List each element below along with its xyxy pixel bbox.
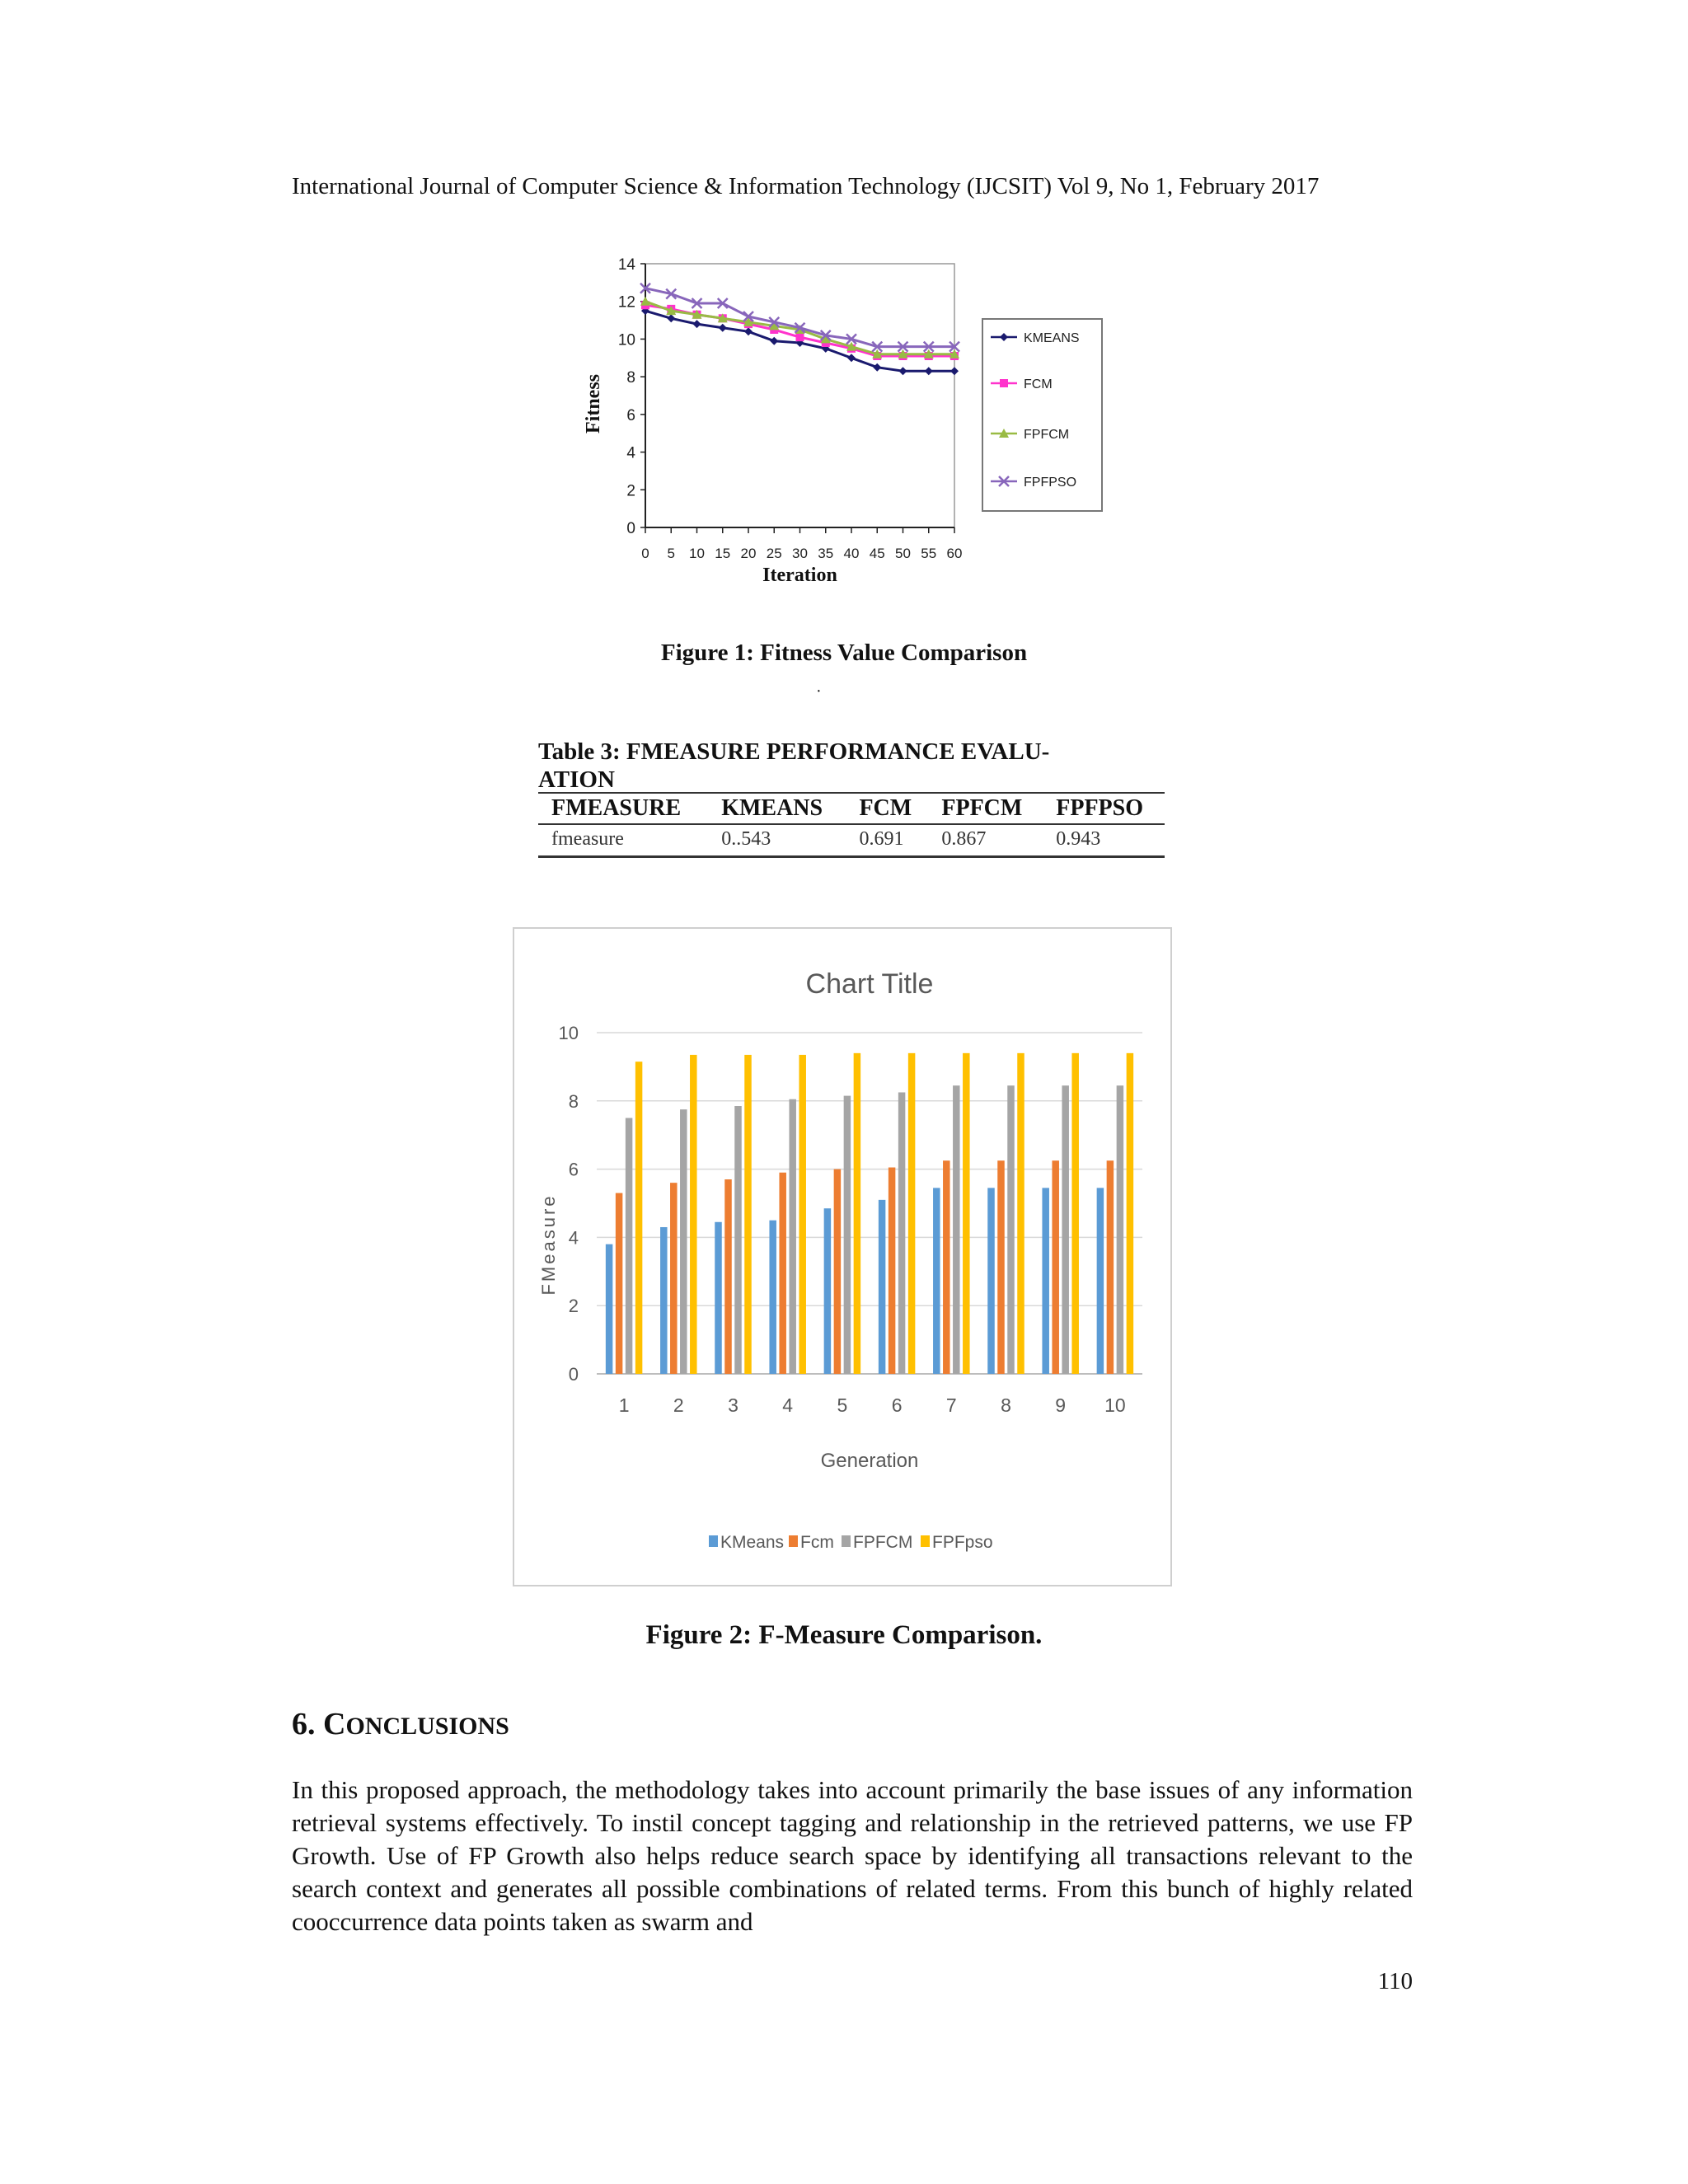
bar-fpfcm	[844, 1096, 851, 1374]
y-tick-label: 4	[626, 444, 635, 462]
x-tick-label: 15	[715, 546, 731, 561]
table-row	[538, 824, 1165, 857]
data-point	[925, 367, 933, 375]
table-cell: 0.943	[1043, 824, 1165, 857]
bar-fpfcm	[953, 1085, 960, 1374]
legend-marker	[1000, 379, 1008, 387]
y-tick-label: 4	[568, 1227, 579, 1249]
legend-item	[789, 1533, 834, 1552]
legend-item	[842, 1533, 912, 1552]
bar-fpfpso	[1017, 1053, 1025, 1374]
data-point	[796, 333, 804, 341]
bar-fcm	[724, 1179, 732, 1374]
bar-fpfpso	[908, 1053, 916, 1374]
data-point	[719, 324, 727, 332]
bar-fpfpso	[1071, 1053, 1079, 1374]
x-tick-label: 45	[869, 546, 885, 561]
y-tick-label: 2	[568, 1296, 579, 1317]
y-axis-label: FMeasure	[538, 1193, 559, 1296]
legend-item	[921, 1533, 993, 1552]
y-tick-label: 6	[568, 1159, 579, 1180]
bar-fpfcm	[1062, 1085, 1069, 1374]
x-tick-label: 40	[843, 546, 860, 561]
legend-label: KMeans	[720, 1533, 785, 1552]
data-point	[693, 320, 701, 328]
section-title: ONCLUSIONS	[345, 1713, 509, 1740]
x-tick-label: 1	[618, 1394, 630, 1416]
data-point	[667, 314, 675, 322]
bar-kmeans	[769, 1221, 776, 1374]
x-tick-label: 4	[782, 1394, 794, 1416]
table-cell: fmeasure	[538, 824, 708, 857]
x-tick-label: 30	[792, 546, 808, 561]
legend-label: Fcm	[800, 1533, 834, 1552]
figure1-caption: Figure 1: Fitness Value Comparison	[660, 640, 1028, 666]
bar-kmeans	[824, 1208, 832, 1374]
legend-swatch	[789, 1535, 798, 1547]
x-tick-label: 5	[667, 546, 675, 561]
bar-fcm	[779, 1173, 786, 1374]
bar-fpfcm	[1117, 1085, 1124, 1374]
table-cell: 0.867	[928, 824, 1043, 857]
table-header-row	[538, 793, 1165, 824]
fmeasure-bar-chart	[514, 929, 1170, 1585]
x-tick-label: 50	[895, 546, 911, 561]
table-header-cell: FMEASURE	[538, 793, 708, 824]
fitness-line-chart	[569, 251, 1121, 598]
table-cell: 0..543	[708, 824, 846, 857]
fmeasure-table	[538, 792, 1165, 858]
data-point	[770, 337, 778, 345]
bar-fcm	[889, 1168, 896, 1374]
x-tick-label: 2	[673, 1394, 684, 1416]
x-tick-label: 8	[1001, 1394, 1011, 1416]
bar-fpfpso	[799, 1055, 806, 1374]
x-tick-label: 60	[946, 546, 963, 561]
legend-swatch	[709, 1535, 718, 1547]
section-number: 6. C	[292, 1707, 346, 1741]
x-tick-label: 5	[837, 1394, 848, 1416]
bar-fpfpso	[635, 1062, 643, 1374]
bar-fpfpso	[854, 1053, 861, 1374]
legend-label: FPFpso	[932, 1533, 993, 1552]
bar-fcm	[1052, 1160, 1059, 1374]
x-tick-label: 35	[818, 546, 834, 561]
table-header-cell: KMEANS	[708, 793, 846, 824]
x-tick-label: 10	[1104, 1394, 1126, 1416]
table-header-cell: FPFCM	[928, 793, 1043, 824]
page-number: 110	[1377, 1968, 1413, 1994]
x-tick-label: 25	[766, 546, 782, 561]
figure2-caption: Figure 2: F-Measure Comparison.	[645, 1620, 1043, 1650]
bar-fcm	[616, 1193, 623, 1374]
x-axis-label: Generation	[820, 1450, 919, 1472]
bar-kmeans	[606, 1244, 613, 1374]
bar-group	[769, 1055, 806, 1374]
body-paragraph: In this proposed approach, the methodology takes into account primarily the base issues of any information retrieval systems effectively. To instil concept tagging and relationship in the retrieved patterns, we use FP Growth. Use of FP Growth also helps reduce search space by identifying all transactions relevant to the search context and generates all possible combinations of related terms. From this bunch of highly related cooccurrence data points taken as swarm and	[292, 1775, 1413, 1936]
x-tick-label: 9	[1055, 1394, 1067, 1416]
data-point	[744, 327, 753, 335]
y-tick-label: 12	[617, 293, 635, 312]
y-tick-label: 2	[626, 482, 635, 500]
x-tick-label: 10	[689, 546, 705, 561]
y-tick-label: 8	[626, 369, 635, 387]
data-point	[950, 367, 959, 375]
y-axis-label: Fitness	[583, 374, 604, 434]
y-tick-label: 10	[617, 331, 635, 349]
y-tick-label: 6	[626, 406, 635, 424]
table-header-cell: FCM	[846, 793, 928, 824]
x-tick-label: 55	[921, 546, 937, 561]
bar-fpfcm	[1007, 1085, 1015, 1374]
stray-dot: ·	[816, 682, 822, 701]
x-tick-label: 6	[891, 1394, 903, 1416]
bar-fcm	[1107, 1160, 1114, 1374]
legend-label: FCM	[1024, 377, 1053, 391]
bar-kmeans	[879, 1200, 886, 1374]
table3-caption-line2: ATION	[538, 766, 615, 793]
bar-fpfcm	[898, 1092, 906, 1374]
chart-title: Chart Title	[805, 968, 934, 1000]
bar-fpfpso	[690, 1055, 697, 1374]
y-tick-label: 0	[568, 1364, 579, 1385]
table3-caption	[538, 738, 1165, 794]
bar-fpfcm	[734, 1106, 742, 1374]
legend-label: KMEANS	[1024, 331, 1080, 345]
bar-fcm	[670, 1183, 678, 1374]
bar-fpfcm	[626, 1118, 633, 1375]
legend-item	[709, 1533, 784, 1552]
section-heading	[292, 1706, 509, 1742]
bar-fpfpso	[963, 1053, 970, 1374]
x-tick-label: 7	[945, 1394, 957, 1416]
bar-fpfcm	[789, 1099, 796, 1374]
y-tick-label: 14	[617, 256, 635, 274]
legend-label: FPFCM	[1024, 428, 1070, 442]
bar-kmeans	[1042, 1188, 1049, 1374]
table3-caption-line1: Table 3: FMEASURE PERFORMANCE EVALU-	[538, 738, 1050, 765]
plot-area	[645, 264, 954, 527]
bar-fcm	[997, 1160, 1005, 1374]
bar-kmeans	[660, 1227, 668, 1374]
bar-group	[660, 1055, 697, 1374]
bar-fpfpso	[1127, 1053, 1134, 1374]
bar-fcm	[943, 1160, 950, 1374]
x-tick-label: 0	[641, 546, 649, 561]
y-tick-label: 10	[558, 1023, 579, 1043]
bar-group	[715, 1055, 752, 1374]
x-axis-label: Iteration	[762, 565, 837, 586]
data-point	[873, 363, 881, 372]
bar-group	[606, 1062, 643, 1374]
bar-kmeans	[1097, 1188, 1104, 1374]
table-cell: 0.691	[846, 824, 928, 857]
bar-kmeans	[933, 1188, 940, 1374]
bar-fcm	[834, 1169, 842, 1374]
legend-label: FPFPSO	[1024, 476, 1077, 490]
bar-kmeans	[715, 1222, 722, 1374]
x-tick-label: 3	[728, 1394, 738, 1416]
data-point	[847, 354, 856, 362]
bar-fpfpso	[744, 1055, 752, 1374]
legend-label: FPFCM	[853, 1533, 913, 1552]
y-tick-label: 0	[626, 520, 635, 537]
running-header: International Journal of Computer Science & Information Technology (IJCSIT) Vol 9, No 1, February 2017	[292, 173, 1320, 199]
x-tick-label: 20	[740, 546, 757, 561]
bar-kmeans	[987, 1188, 995, 1374]
data-point	[899, 367, 907, 375]
legend-swatch	[842, 1535, 851, 1547]
bar-fpfcm	[680, 1109, 687, 1374]
legend-swatch	[921, 1535, 930, 1547]
table-header-cell: FPFPSO	[1043, 793, 1165, 824]
y-tick-label: 8	[568, 1090, 579, 1112]
